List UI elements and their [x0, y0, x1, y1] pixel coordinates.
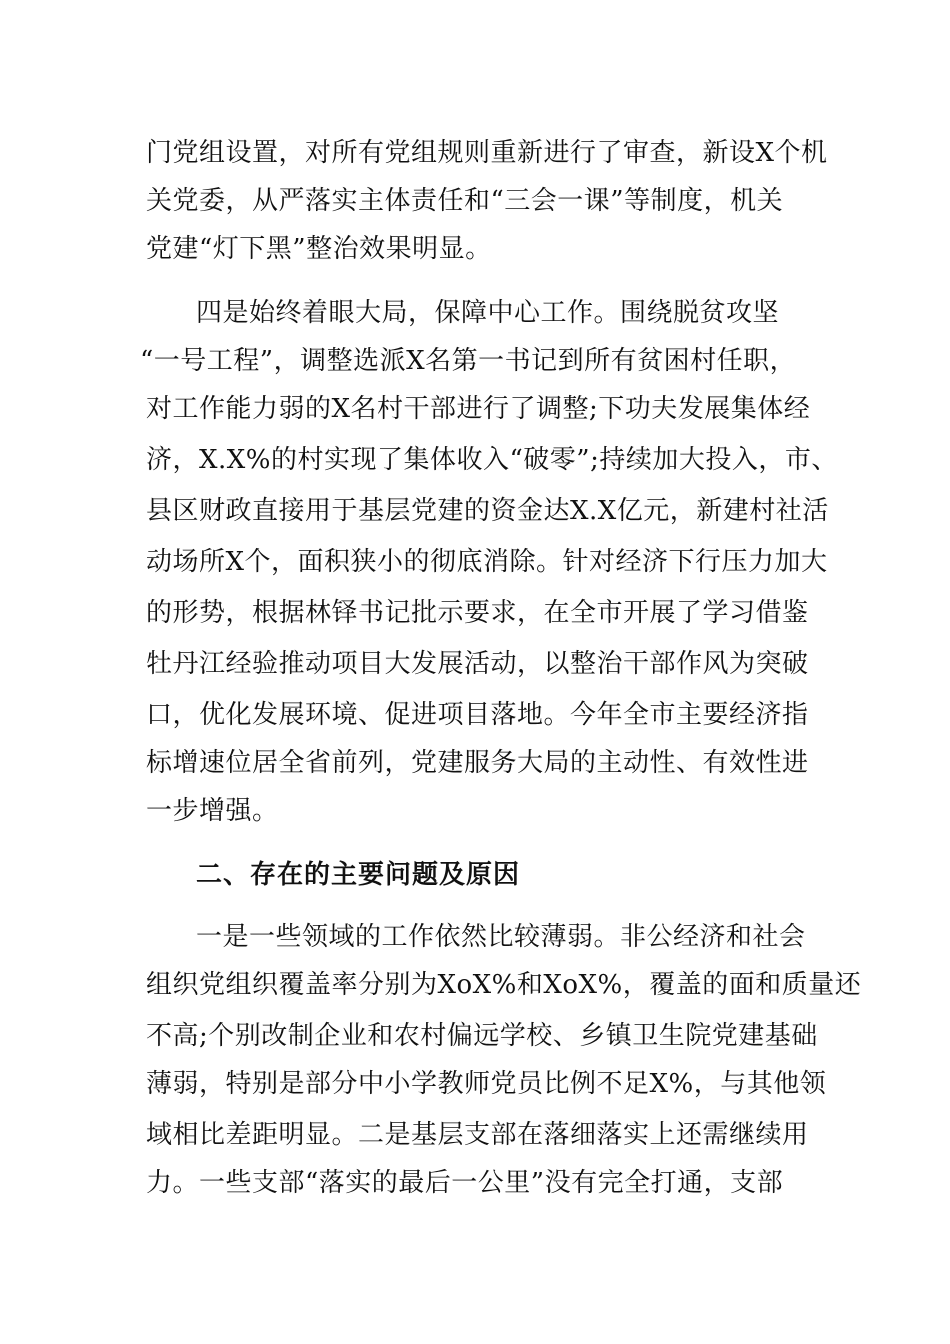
para2-line-5: 县区财政直接用于基层党建的资金达X.X亿元，新建村社活: [146, 496, 829, 526]
para3-line-3: 不高;个别改制企业和农村偏远学校、乡镇卫生院党建基础: [146, 1021, 818, 1051]
para2-line-4: 济，X.X%的村实现了集体收入“破零”;持续加大投入，市、: [146, 445, 838, 475]
section-heading: 二、存在的主要问题及原因: [196, 860, 521, 890]
para2-line-8: 牡丹江经验推动项目大发展活动，以整治干部作风为突破: [146, 649, 809, 679]
para1-line-3: 党建“灯下黑”整治效果明显。: [146, 234, 492, 264]
para3-line-4: 薄弱，特别是部分中小学教师党员比例不足X%，与其他领: [146, 1069, 827, 1099]
para3-line-2: 组织党组织覆盖率分别为XoX%和XoX%，覆盖的面和质量还: [146, 970, 862, 1000]
para2-line-2: “一号工程”，调整选派X名第一书记到所有贫困村任职，: [140, 346, 797, 376]
para2-line-10: 标增速位居全省前列，党建服务大局的主动性、有效性进: [146, 748, 809, 778]
para2-line-6: 动场所X个，面积狭小的彻底消除。针对经济下行压力加大: [146, 547, 828, 577]
para1-line-1: 门党组设置，对所有党组规则重新进行了审查，新设X个机: [146, 138, 828, 168]
para2-line-3: 对工作能力弱的X名村干部进行了调整;下功夫发展集体经: [146, 394, 811, 424]
para3-line-6: 力。一些支部“落实的最后一公里”没有完全打通，支部: [146, 1168, 784, 1198]
para3-line-5: 域相比差距明显。二是基层支部在落细落实上还需继续用: [146, 1120, 809, 1150]
para1-line-2: 关党委，从严落实主体责任和“三会一课”等制度，机关: [146, 186, 784, 216]
para2-line-11: 一步增强。: [146, 796, 279, 826]
para2-line-1: 四是始终着眼大局，保障中心工作。围绕脱贫攻坚: [196, 298, 780, 328]
para2-line-7: 的形势，根据林铎书记批示要求，在全市开展了学习借鉴: [146, 598, 809, 628]
para3-line-1: 一是一些领域的工作依然比较薄弱。非公经济和社会: [196, 922, 806, 952]
para2-line-9: 口，优化发展环境、促进项目落地。今年全市主要经济指: [146, 700, 809, 730]
